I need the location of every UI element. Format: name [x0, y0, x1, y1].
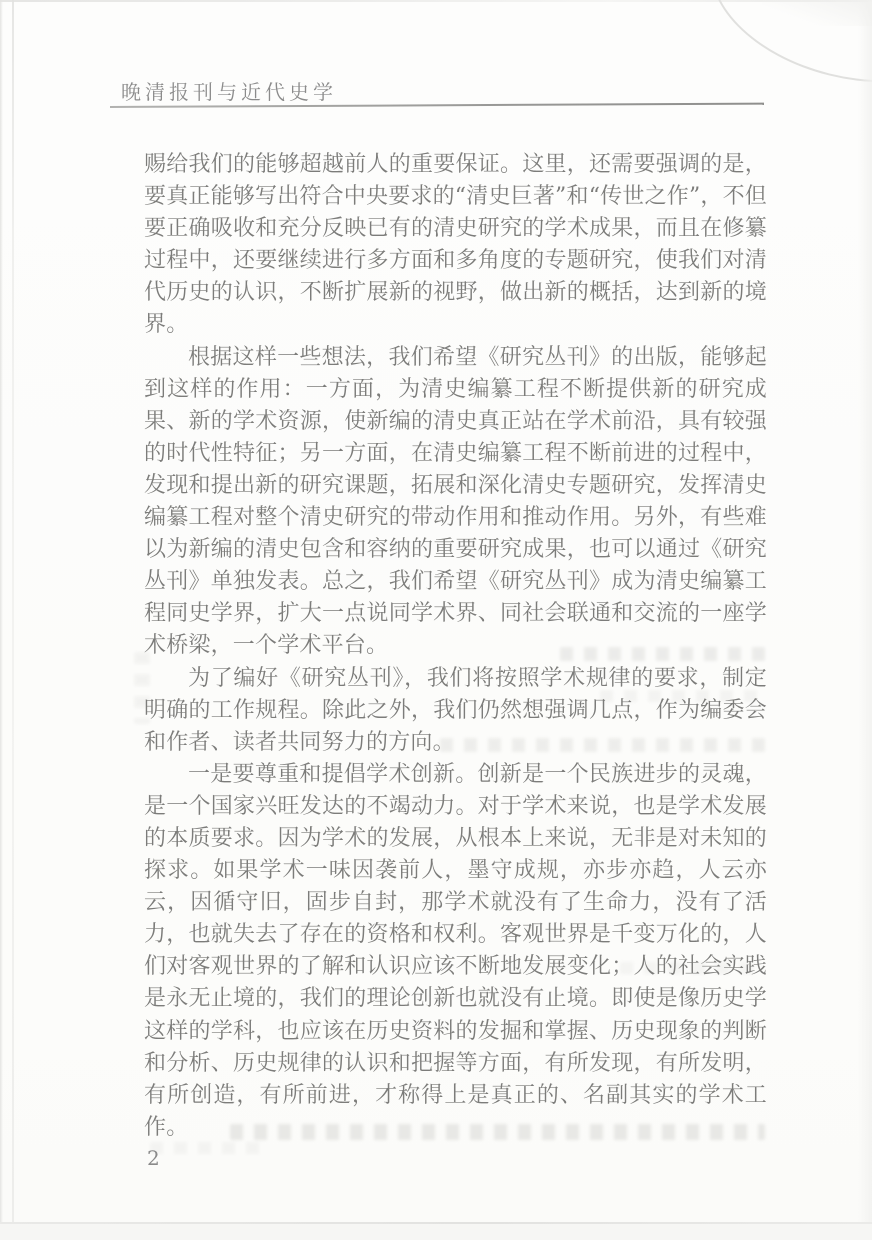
- running-head-title: 晚清报刊与近代史学: [121, 80, 337, 104]
- scan-bottom-strip: [0, 1224, 872, 1240]
- paragraph: 赐给我们的能够超越前人的重要保证。这里，还需要强调的是，要真正能够写出符合中央要求的“清史巨著”和“传世之作”，不但要正确吸收和充分反映已有的清史研究的学术成果，而且在修纂过程中，还要继续进行多方面和多角度的专题研究，使我们对清代历史的认识，不断扩展新的视野，做出新的概括，达到新的境界。: [144, 152, 767, 338]
- page-number: 2: [147, 1146, 160, 1170]
- scan-right-edge-shade: [858, 0, 872, 1240]
- scan-left-fold-line: [12, 0, 14, 1240]
- paragraph: 一是要尊重和提倡学术创新。创新是一个民族进步的灵魂，是一个国家兴旺发达的不竭动力。对于学术来说，也是学术发展的本质要求。因为学术的发展，从根本上来说，无非是对未知的探求。如果学术一味因袭前人，墨守成规，亦步亦趋，人云亦云，因循守旧，固步自封，那学术就没有了生命力，没有了活力，也就失去了存在的资格和权利。客观世界是千变万化的，人们对客观世界的了解和认识应该不断地发展变化；人的社会实践是永无止境的，我们的理论创新也就没有止境。即使是像历史学这样的学科，也应该在历史资料的发掘和掌握、历史现象的判断和分析、历史规律的认识和把握等方面，有所发现，有所发明，有所创造，有所前进，才称得上是真正的、名副其实的学术工作。: [144, 761, 767, 1140]
- scan-top-right-curl-artifact: [691, 0, 872, 110]
- paragraph: 根据这样一些想法，我们希望《研究丛刊》的出版，能够起到这样的作用：一方面，为清史编纂工程不断提供新的研究成果、新的学术资源，使新编的清史真正站在学术前沿，具有较强的时代性特征；另一方面，在清史编纂工程不断前进的过程中，发现和提出新的研究课题，拓展和深化清史专题研究，发挥清史编纂工程对整个清史研究的带动作用和推动作用。另外，有些难以为新编的清史包含和容纳的重要研究成果，也可以通过《研究丛刊》单独发表。总之，我们希望《研究丛刊》成为清史编纂工程同史学界，扩大一点说同学术界、同社会联通和交流的一座学术桥梁，一个学术平台。: [144, 344, 767, 659]
- scan-left-edge-strip: [0, 0, 3, 1240]
- body-text: [144, 149, 767, 1144]
- paragraph: 为了编好《研究丛刊》，我们将按照学术规律的要求，制定明确的工作规程。除此之外，我们仍然想强调几点，作为编委会和作者、读者共同努力的方向。: [144, 665, 767, 755]
